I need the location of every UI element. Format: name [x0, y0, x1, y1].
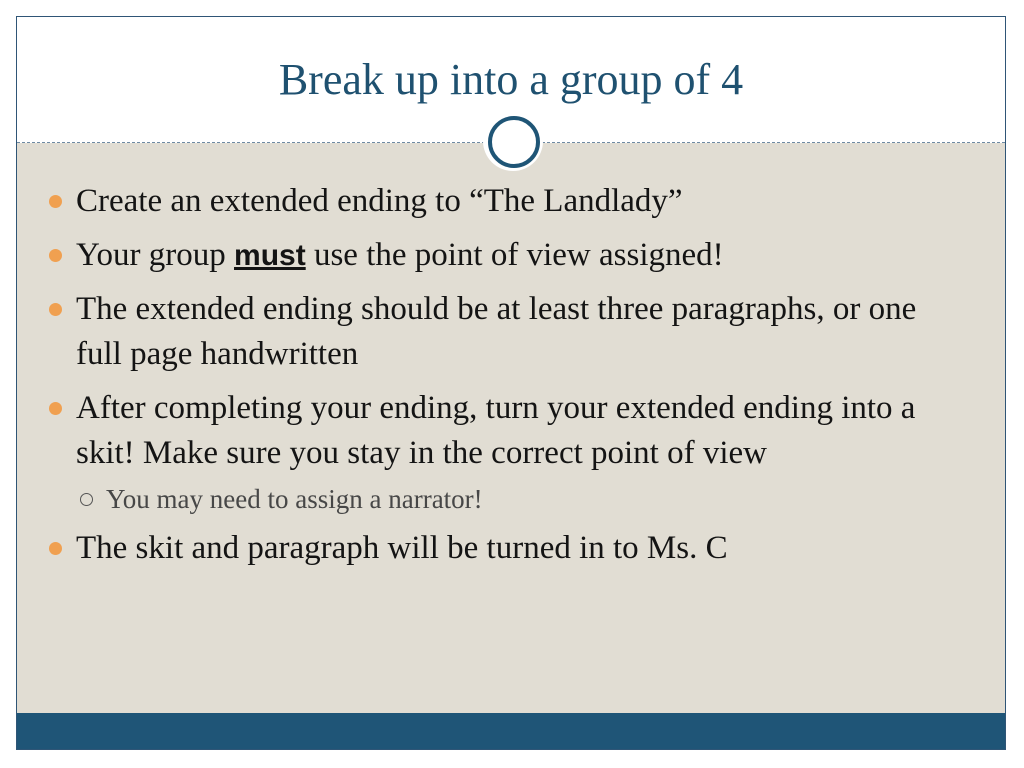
bullet-text-after: use the point of view assigned! [305, 237, 724, 273]
slide [16, 16, 1006, 750]
bullet-dot-icon [49, 542, 62, 555]
bullet-item [47, 526, 967, 571]
footer-bar [17, 713, 1005, 749]
emphasis-must: must [234, 239, 306, 272]
circle-ornament-icon [488, 116, 540, 168]
bullet-item [47, 386, 967, 476]
bullet-dot-icon [49, 195, 62, 208]
bullet-text: After completing your ending, turn your extended ending into a skit! Make sure you stay in the correct point of view [76, 390, 916, 471]
bullet-item [47, 179, 967, 224]
bullet-item [47, 233, 967, 278]
hollow-circle-bullet-icon [80, 493, 93, 506]
bullet-dot-icon [49, 303, 62, 316]
sub-bullet-item [47, 481, 967, 517]
bullet-dot-icon [49, 249, 62, 262]
slide-title: Break up into a group of 4 [278, 55, 744, 104]
bullet-text: Create an extended ending to “The Landlady” [76, 183, 683, 219]
bullet-dot-icon [49, 402, 62, 415]
bullet-text-before: Your group [76, 237, 235, 273]
bullet-text: The skit and paragraph will be turned in to Ms. C [76, 530, 728, 566]
bullet-list [47, 179, 967, 580]
bullet-text: The extended ending should be at least three paragraphs, or one full page handwritten [76, 291, 917, 372]
bullet-item [47, 287, 967, 377]
sub-bullet-text: You may need to assign a narrator! [106, 484, 483, 514]
